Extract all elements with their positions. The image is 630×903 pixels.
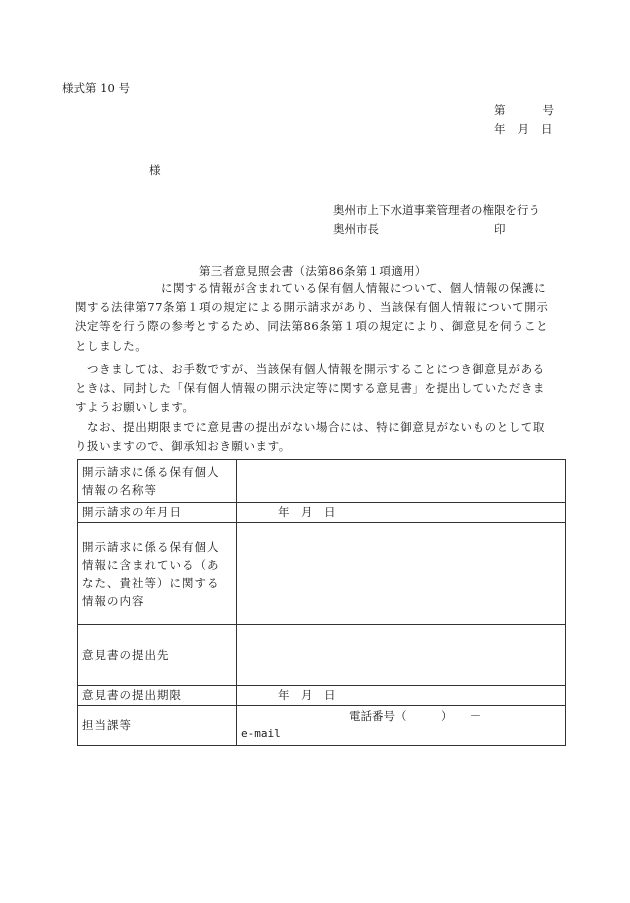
sender-name: 奥州市長 <box>333 222 379 236</box>
document-number-prefix: 第 <box>494 103 506 117</box>
request-date-label: 開示請求の年月日 <box>78 503 237 523</box>
department-field[interactable] <box>237 706 566 746</box>
submission-address-label: 意見書の提出先 <box>78 625 237 686</box>
form-number: 様式第 10 号 <box>62 81 130 95</box>
submission-address-field[interactable] <box>237 625 566 686</box>
sender-title: 奥州市上下水道事業管理者の権限を行う <box>333 203 540 217</box>
label-line: 情報に含まれている（あ <box>82 557 220 572</box>
label-line: 開示請求に係る保有個人 <box>82 539 220 554</box>
body-line: なお、提出期限までに意見書の提出がない場合には、特に御意見がないものとして取 <box>87 420 545 434</box>
request-date-placeholder: 年 月 日 <box>278 505 336 519</box>
issue-date <box>494 122 553 136</box>
recipient-honorific: 様 <box>149 163 161 177</box>
body-line: り扱いますので、御承知おき願います。 <box>75 439 291 454</box>
body-paragraph-3 <box>75 418 545 456</box>
record-name-field[interactable] <box>237 460 566 503</box>
document-number <box>494 103 554 117</box>
issue-date-day: 日 <box>541 122 553 136</box>
body-line: 関する法律第77条第１項の規定による開示請求があり、当該保有個人情報について開示 <box>75 300 549 315</box>
submission-deadline-field[interactable] <box>237 686 566 706</box>
record-name-label <box>78 460 237 503</box>
table-row-department <box>78 706 566 746</box>
body-paragraph-1 <box>75 279 548 356</box>
information-content-label <box>78 523 237 625</box>
label-line: 情報の内容 <box>82 593 145 608</box>
body-line: ときは、同封した「保有個人情報の開示決定等に関する意見書」を提出していただきま <box>75 381 545 396</box>
information-content-field[interactable] <box>237 523 566 625</box>
email-label: e-mail <box>241 727 281 740</box>
phone-number-label: 電話番号（ ） － <box>349 709 482 723</box>
body-line: 決定等を行う際の参考とするため、同法第86条第１項の規定により、御意見を伺うこと <box>75 319 549 334</box>
deadline-date-placeholder: 年 月 日 <box>278 688 336 702</box>
body-line: に関する情報が含まれている保有個人情報について、個人情報の保護に <box>161 281 547 295</box>
body-line: としました。 <box>75 338 148 353</box>
request-date-field[interactable] <box>237 503 566 523</box>
submission-deadline-label: 意見書の提出期限 <box>78 686 237 706</box>
table-row-record-name <box>78 460 566 503</box>
table-row-request-date <box>78 503 566 523</box>
label-line: なた、貴社等）に関する <box>82 575 220 590</box>
table-row-information-content <box>78 523 566 625</box>
document-number-suffix: 号 <box>542 103 554 117</box>
label-line: 開示請求に係る保有個人 <box>82 465 220 479</box>
body-paragraph-2 <box>75 360 545 418</box>
table-row-submission-deadline <box>78 686 566 706</box>
document-title: 第三者意見照会書（法第86条第１項適用） <box>199 264 427 278</box>
issue-date-month: 月 <box>517 122 529 136</box>
table-row-submission-address <box>78 625 566 686</box>
body-line: すようお願いします。 <box>75 400 195 415</box>
seal-mark: 印 <box>494 222 506 236</box>
info-table <box>77 459 566 746</box>
issue-date-year: 年 <box>494 122 506 136</box>
body-line: つきましては、お手数ですが、当該保有個人情報を開示することにつき御意見がある <box>87 362 545 376</box>
label-line: 情報の名称等 <box>82 483 157 497</box>
department-label: 担当課等 <box>78 706 237 746</box>
